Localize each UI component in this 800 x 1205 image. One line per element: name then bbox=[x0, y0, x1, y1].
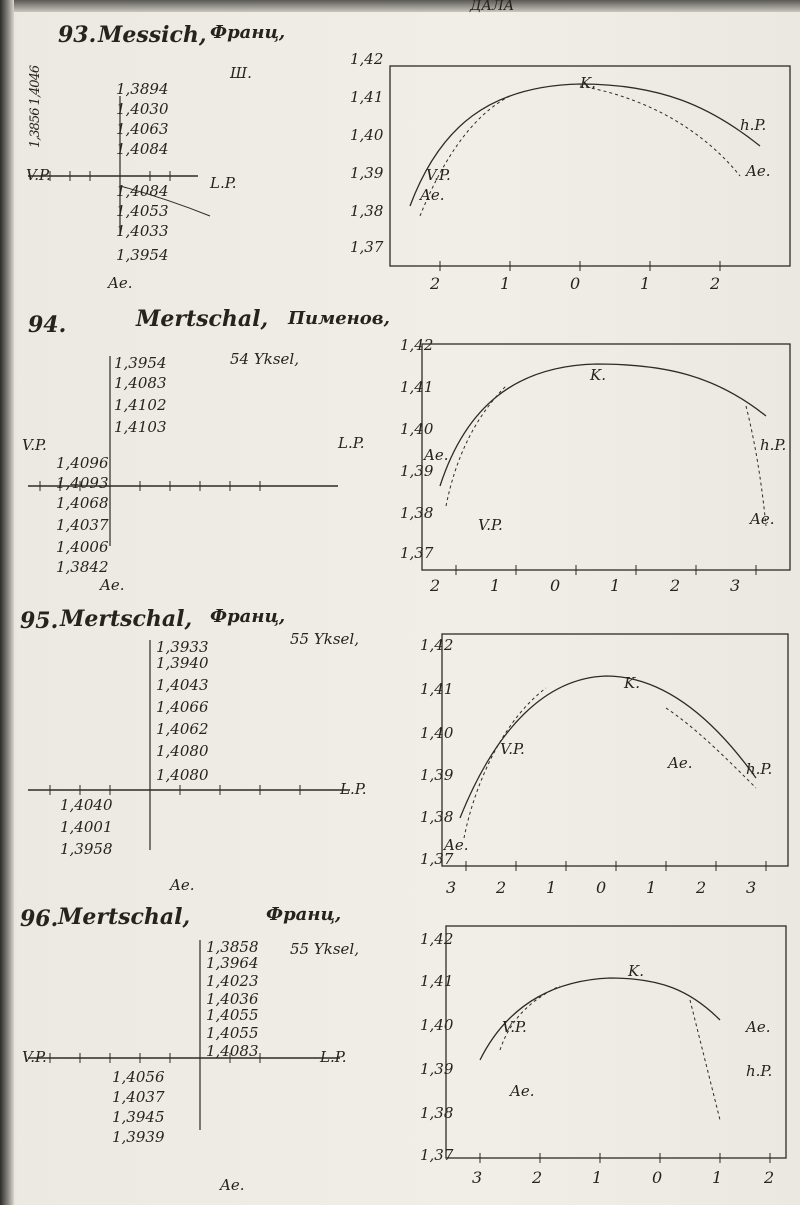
left-tick-3: 1,4043 bbox=[156, 676, 209, 694]
left-lp-label: L.P. bbox=[210, 174, 237, 192]
section-number: 93. bbox=[58, 22, 97, 48]
left-tick-10: 1,3945 bbox=[112, 1108, 165, 1126]
left-vp-label: V.P. bbox=[26, 166, 51, 184]
left-tick-3: 1,4102 bbox=[114, 396, 167, 414]
bottom-tick-2: 1 bbox=[500, 274, 511, 293]
bottom-tick-2: 2 bbox=[496, 878, 507, 897]
left-lp-label: L.P. bbox=[338, 434, 365, 452]
bottom-tick-4: 0 bbox=[596, 878, 607, 897]
bottom-tick-5: 1 bbox=[712, 1168, 723, 1187]
bottom-tick-2: 2 bbox=[532, 1168, 543, 1187]
bottom-tick-6: 2 bbox=[696, 878, 707, 897]
bottom-tick-7: 3 bbox=[746, 878, 757, 897]
chart-vp-label: V.P. bbox=[502, 1018, 527, 1036]
right-tick-5: 1,38 bbox=[420, 808, 454, 826]
chart-hp-label: h.P. bbox=[746, 1062, 773, 1080]
section-subtitle: Франц, bbox=[210, 22, 286, 43]
chart-ae-right-label: Ae. bbox=[746, 1018, 771, 1036]
bottom-tick-3: 1 bbox=[546, 878, 557, 897]
left-tick-11: 1,3939 bbox=[112, 1128, 165, 1146]
chart-ae-label: Ae. bbox=[510, 1082, 535, 1100]
bottom-tick-3: 0 bbox=[570, 274, 581, 293]
right-tick-6: 1,37 bbox=[350, 238, 384, 256]
left-ae-label: Ae. bbox=[108, 274, 133, 292]
left-ae-label: Ae. bbox=[100, 576, 125, 594]
bottom-tick-1: 2 bbox=[430, 576, 441, 595]
left-tick-6: 1,4053 bbox=[116, 202, 169, 220]
left-dispersion-figure bbox=[20, 940, 360, 1140]
bottom-tick-6: 3 bbox=[730, 576, 741, 595]
left-tick-6: 1,4055 bbox=[206, 1024, 259, 1042]
section-subtitle: Франц, bbox=[266, 904, 342, 925]
header-scrawl: ДАЛА bbox=[470, 0, 515, 14]
left-tick-1: 1,3894 bbox=[116, 80, 169, 98]
right-tick-2: 1,41 bbox=[420, 972, 454, 990]
bottom-tick-4: 1 bbox=[610, 576, 621, 595]
section-title: Mertschal, bbox=[60, 606, 193, 632]
chart-ae-right-label: Ae. bbox=[668, 754, 693, 772]
chart-hp-label: h.P. bbox=[760, 436, 787, 454]
chart-k-label: K. bbox=[624, 674, 640, 692]
left-tick-4: 1,4103 bbox=[114, 418, 167, 436]
right-tick-3: 1,40 bbox=[420, 1016, 454, 1034]
chart-vp-label: V.P. bbox=[426, 166, 451, 184]
section-95 bbox=[20, 600, 796, 900]
bottom-tick-3: 0 bbox=[550, 576, 561, 595]
refraction-curve-94 bbox=[416, 336, 796, 586]
left-ae-label: Ae. bbox=[220, 1176, 245, 1194]
section-93 bbox=[20, 16, 796, 298]
right-tick-2: 1,41 bbox=[400, 378, 434, 396]
left-tick-9: 1,4001 bbox=[60, 818, 113, 836]
left-tick-3: 1,4023 bbox=[206, 972, 259, 990]
chart-hp-label: h.P. bbox=[746, 760, 773, 778]
left-tick-3: 1,4063 bbox=[116, 120, 169, 138]
left-tick-9: 1,4037 bbox=[112, 1088, 165, 1106]
refraction-curve-95 bbox=[436, 628, 796, 878]
bottom-tick-5: 1 bbox=[646, 878, 657, 897]
bottom-tick-3: 1 bbox=[592, 1168, 603, 1187]
bottom-tick-5: 2 bbox=[670, 576, 681, 595]
chart-vp-label: V.P. bbox=[478, 516, 503, 534]
left-tick-4: 1,4084 bbox=[116, 140, 169, 158]
right-tick-4: 1,39 bbox=[420, 766, 454, 784]
left-vp-label: V.P. bbox=[22, 1048, 47, 1066]
left-tick-7: 1,4033 bbox=[116, 222, 169, 240]
left-tick-8: 1,4056 bbox=[112, 1068, 165, 1086]
right-tick-6: 1,37 bbox=[420, 850, 454, 868]
corner-label: 55 Yksel, bbox=[290, 940, 359, 958]
chart-k-label: K. bbox=[590, 366, 606, 384]
right-tick-3: 1,40 bbox=[350, 126, 384, 144]
section-number: 96. bbox=[20, 906, 59, 932]
left-ae-label: Ae. bbox=[170, 876, 195, 894]
left-tick-5: 1,4096 bbox=[56, 454, 109, 472]
top-edge-strip bbox=[0, 0, 800, 12]
right-tick-5: 1,38 bbox=[420, 1104, 454, 1122]
left-tick-7: 1,4068 bbox=[56, 494, 109, 512]
left-tick-7: 1,4080 bbox=[156, 766, 209, 784]
left-tick-7: 1,4083 bbox=[206, 1042, 259, 1060]
left-tick-6: 1,4080 bbox=[156, 742, 209, 760]
bottom-tick-4: 0 bbox=[652, 1168, 663, 1187]
right-tick-5: 1,38 bbox=[350, 202, 384, 220]
left-tick-4: 1,4036 bbox=[206, 990, 259, 1008]
left-tick-2: 1,3940 bbox=[156, 654, 209, 672]
right-tick-4: 1,39 bbox=[420, 1060, 454, 1078]
left-tick-5: 1,4062 bbox=[156, 720, 209, 738]
right-tick-4: 1,39 bbox=[350, 164, 384, 182]
right-tick-6: 1,37 bbox=[420, 1146, 454, 1164]
right-tick-1: 1,42 bbox=[420, 636, 454, 654]
right-tick-3: 1,40 bbox=[420, 724, 454, 742]
section-number: 95. bbox=[20, 608, 59, 634]
left-tick-5: 1,4084 bbox=[116, 182, 169, 200]
right-tick-6: 1,37 bbox=[400, 544, 434, 562]
bottom-tick-2: 1 bbox=[490, 576, 501, 595]
left-lp-label: L.P. bbox=[320, 1048, 347, 1066]
right-tick-1: 1,42 bbox=[420, 930, 454, 948]
left-tick-9: 1,4006 bbox=[56, 538, 109, 556]
bottom-tick-1: 2 bbox=[430, 274, 441, 293]
section-title: Mertschal, bbox=[136, 306, 269, 332]
chart-k-label: K. bbox=[580, 74, 596, 92]
chart-k-label: K. bbox=[628, 962, 644, 980]
chart-ae-label: Ae. bbox=[424, 446, 449, 464]
left-tick-6: 1,4093 bbox=[56, 474, 109, 492]
left-tick-10: 1,3958 bbox=[60, 840, 113, 858]
bottom-tick-4: 1 bbox=[640, 274, 651, 293]
bottom-tick-6: 2 bbox=[764, 1168, 775, 1187]
chart-ae-label: Ae. bbox=[420, 186, 445, 204]
left-tick-2: 1,4083 bbox=[114, 374, 167, 392]
section-94 bbox=[20, 306, 796, 596]
right-tick-2: 1,41 bbox=[420, 680, 454, 698]
bottom-tick-1: 3 bbox=[446, 878, 457, 897]
chart-hp-label: h.P. bbox=[740, 116, 767, 134]
bottom-tick-5: 2 bbox=[710, 274, 721, 293]
chart-ae-label: Ae. bbox=[444, 836, 469, 854]
left-vp-label: V.P. bbox=[22, 436, 47, 454]
corner-label: 54 Yksel, bbox=[230, 350, 299, 368]
right-tick-1: 1,42 bbox=[350, 50, 384, 68]
right-tick-3: 1,40 bbox=[400, 420, 434, 438]
right-tick-2: 1,41 bbox=[350, 88, 384, 106]
right-tick-4: 1,39 bbox=[400, 462, 434, 480]
left-tick-8: 1,4037 bbox=[56, 516, 109, 534]
section-number: 94. bbox=[28, 312, 67, 338]
chart-ae-right-label: Ae. bbox=[750, 510, 775, 528]
chart-vp-label: V.P. bbox=[500, 740, 525, 758]
left-tick-8: 1,4040 bbox=[60, 796, 113, 814]
corner-label: 55 Yksel, bbox=[290, 630, 359, 648]
corner-label: Ш. bbox=[230, 64, 252, 82]
section-title: Mertschal, bbox=[58, 904, 191, 930]
section-96 bbox=[20, 900, 796, 1200]
left-tick-2: 1,4030 bbox=[116, 100, 169, 118]
left-tick-8: 1,3954 bbox=[116, 246, 169, 264]
left-tick-10: 1,3842 bbox=[56, 558, 109, 576]
left-tick-1: 1,3933 bbox=[156, 638, 209, 656]
section-subtitle: Пименов, bbox=[288, 308, 390, 329]
section-subtitle: Франц, bbox=[210, 606, 286, 627]
section-title: Messich, bbox=[98, 22, 207, 48]
chart-ae-right-label: Ae. bbox=[746, 162, 771, 180]
bottom-tick-1: 3 bbox=[472, 1168, 483, 1187]
left-tick-1: 1,3858 bbox=[206, 938, 259, 956]
left-tick-5: 1,4055 bbox=[206, 1006, 259, 1024]
left-tick-1: 1,3954 bbox=[114, 354, 167, 372]
left-tick-4: 1,4066 bbox=[156, 698, 209, 716]
binding-gutter bbox=[0, 0, 14, 1205]
left-lp-label: L.P. bbox=[340, 780, 367, 798]
refraction-curve-96 bbox=[440, 920, 800, 1170]
right-tick-1: 1,42 bbox=[400, 336, 434, 354]
right-tick-5: 1,38 bbox=[400, 504, 434, 522]
left-tick-2: 1,3964 bbox=[206, 954, 259, 972]
dispersion-vertical-labels: 1,3856 1,4046 bbox=[28, 65, 43, 148]
